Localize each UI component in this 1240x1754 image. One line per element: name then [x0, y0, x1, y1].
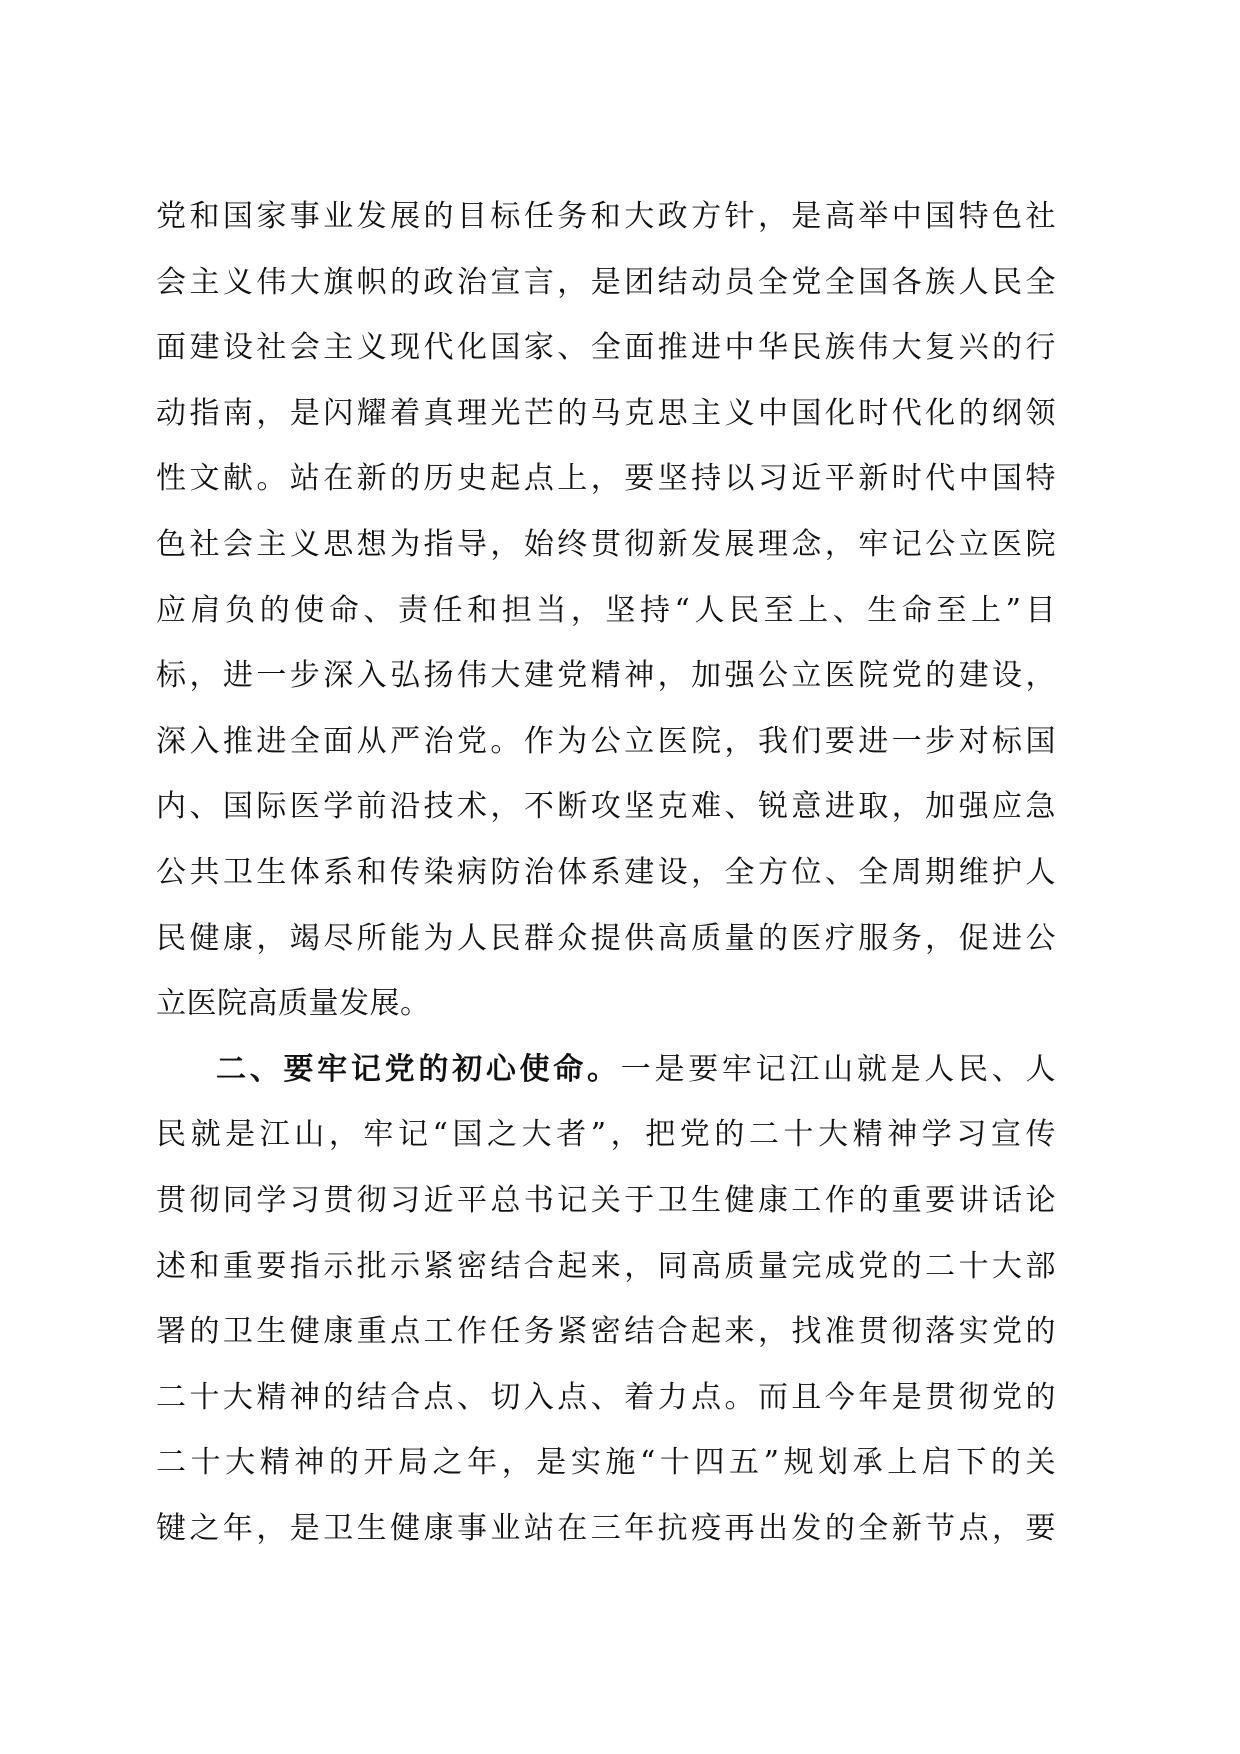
- text-line: 党和国家事业发展的目标任务和大政方针，是高举中国特色社: [156, 199, 1056, 234]
- text-line: 内、国际医学前沿技术，不断攻坚克难、锐意进取，加强应急: [156, 789, 1056, 825]
- text-line: 署的卫生健康重点工作任务紧密结合起来，找准贯彻落实党的: [156, 1314, 1056, 1350]
- text-line: 标，进一步深入弘扬伟大建党精神，加强公立医院党的建设，: [156, 658, 1056, 694]
- text-line: 面建设社会主义现代化国家、全面推进中华民族伟大复兴的行: [156, 330, 1056, 366]
- text-line: 键之年，是卫生健康事业站在三年抗疫再出发的全新节点，要: [156, 1510, 1056, 1546]
- text-line: 二十大精神的结合点、切入点、着力点。而且今年是贯彻党的: [156, 1379, 1056, 1415]
- section-heading: 二、要牢记党的初心使命。: [216, 1051, 621, 1087]
- text-line: 深入推进全面从严治党。作为公立医院，我们要进一步对标国: [156, 723, 1056, 759]
- text-line: 贯彻同学习贯彻习近平总书记关于卫生健康工作的重要讲话论: [156, 1182, 1056, 1218]
- text-line: 二十大精神的开局之年，是实施“十四五”规划承上启下的关: [156, 1445, 1056, 1481]
- text-line: 公共卫生体系和传染病防治体系建设，全方位、全周期维护人: [156, 854, 1056, 890]
- text-line: 性文献。站在新的历史起点上，要坚持以习近平新时代中国特: [156, 461, 1056, 497]
- text-line: 动指南，是闪耀着真理光芒的马克思主义中国化时代化的纲领: [156, 395, 1056, 431]
- text-line: 民就是江山，牢记“国之大者”，把党的二十大精神学习宣传: [156, 1117, 1056, 1153]
- text-line: 民健康，竭尽所能为人民群众提供高质量的医疗服务，促进公: [156, 920, 1056, 956]
- text-line: 述和重要指示批示紧密结合起来，同高质量完成党的二十大部: [156, 1248, 1056, 1284]
- document-body: [156, 184, 1056, 1561]
- paragraph-1: [156, 184, 1056, 1037]
- text-line-with-heading: [156, 1037, 1056, 1103]
- text-line: 色社会主义思想为指导，始终贯彻新发展理念，牢记公立医院: [156, 526, 1056, 562]
- text-span: 一是要牢记江山就是人民、人: [620, 1051, 1056, 1087]
- text-line: 立医院高质量发展。: [156, 986, 431, 1022]
- text-line: 会主义伟大旗帜的政治宣言，是团结动员全党全国各族人民全: [156, 264, 1056, 300]
- paragraph-2: [156, 1037, 1056, 1562]
- text-line: 应肩负的使命、责任和担当，坚持“人民至上、生命至上”目: [156, 592, 1056, 628]
